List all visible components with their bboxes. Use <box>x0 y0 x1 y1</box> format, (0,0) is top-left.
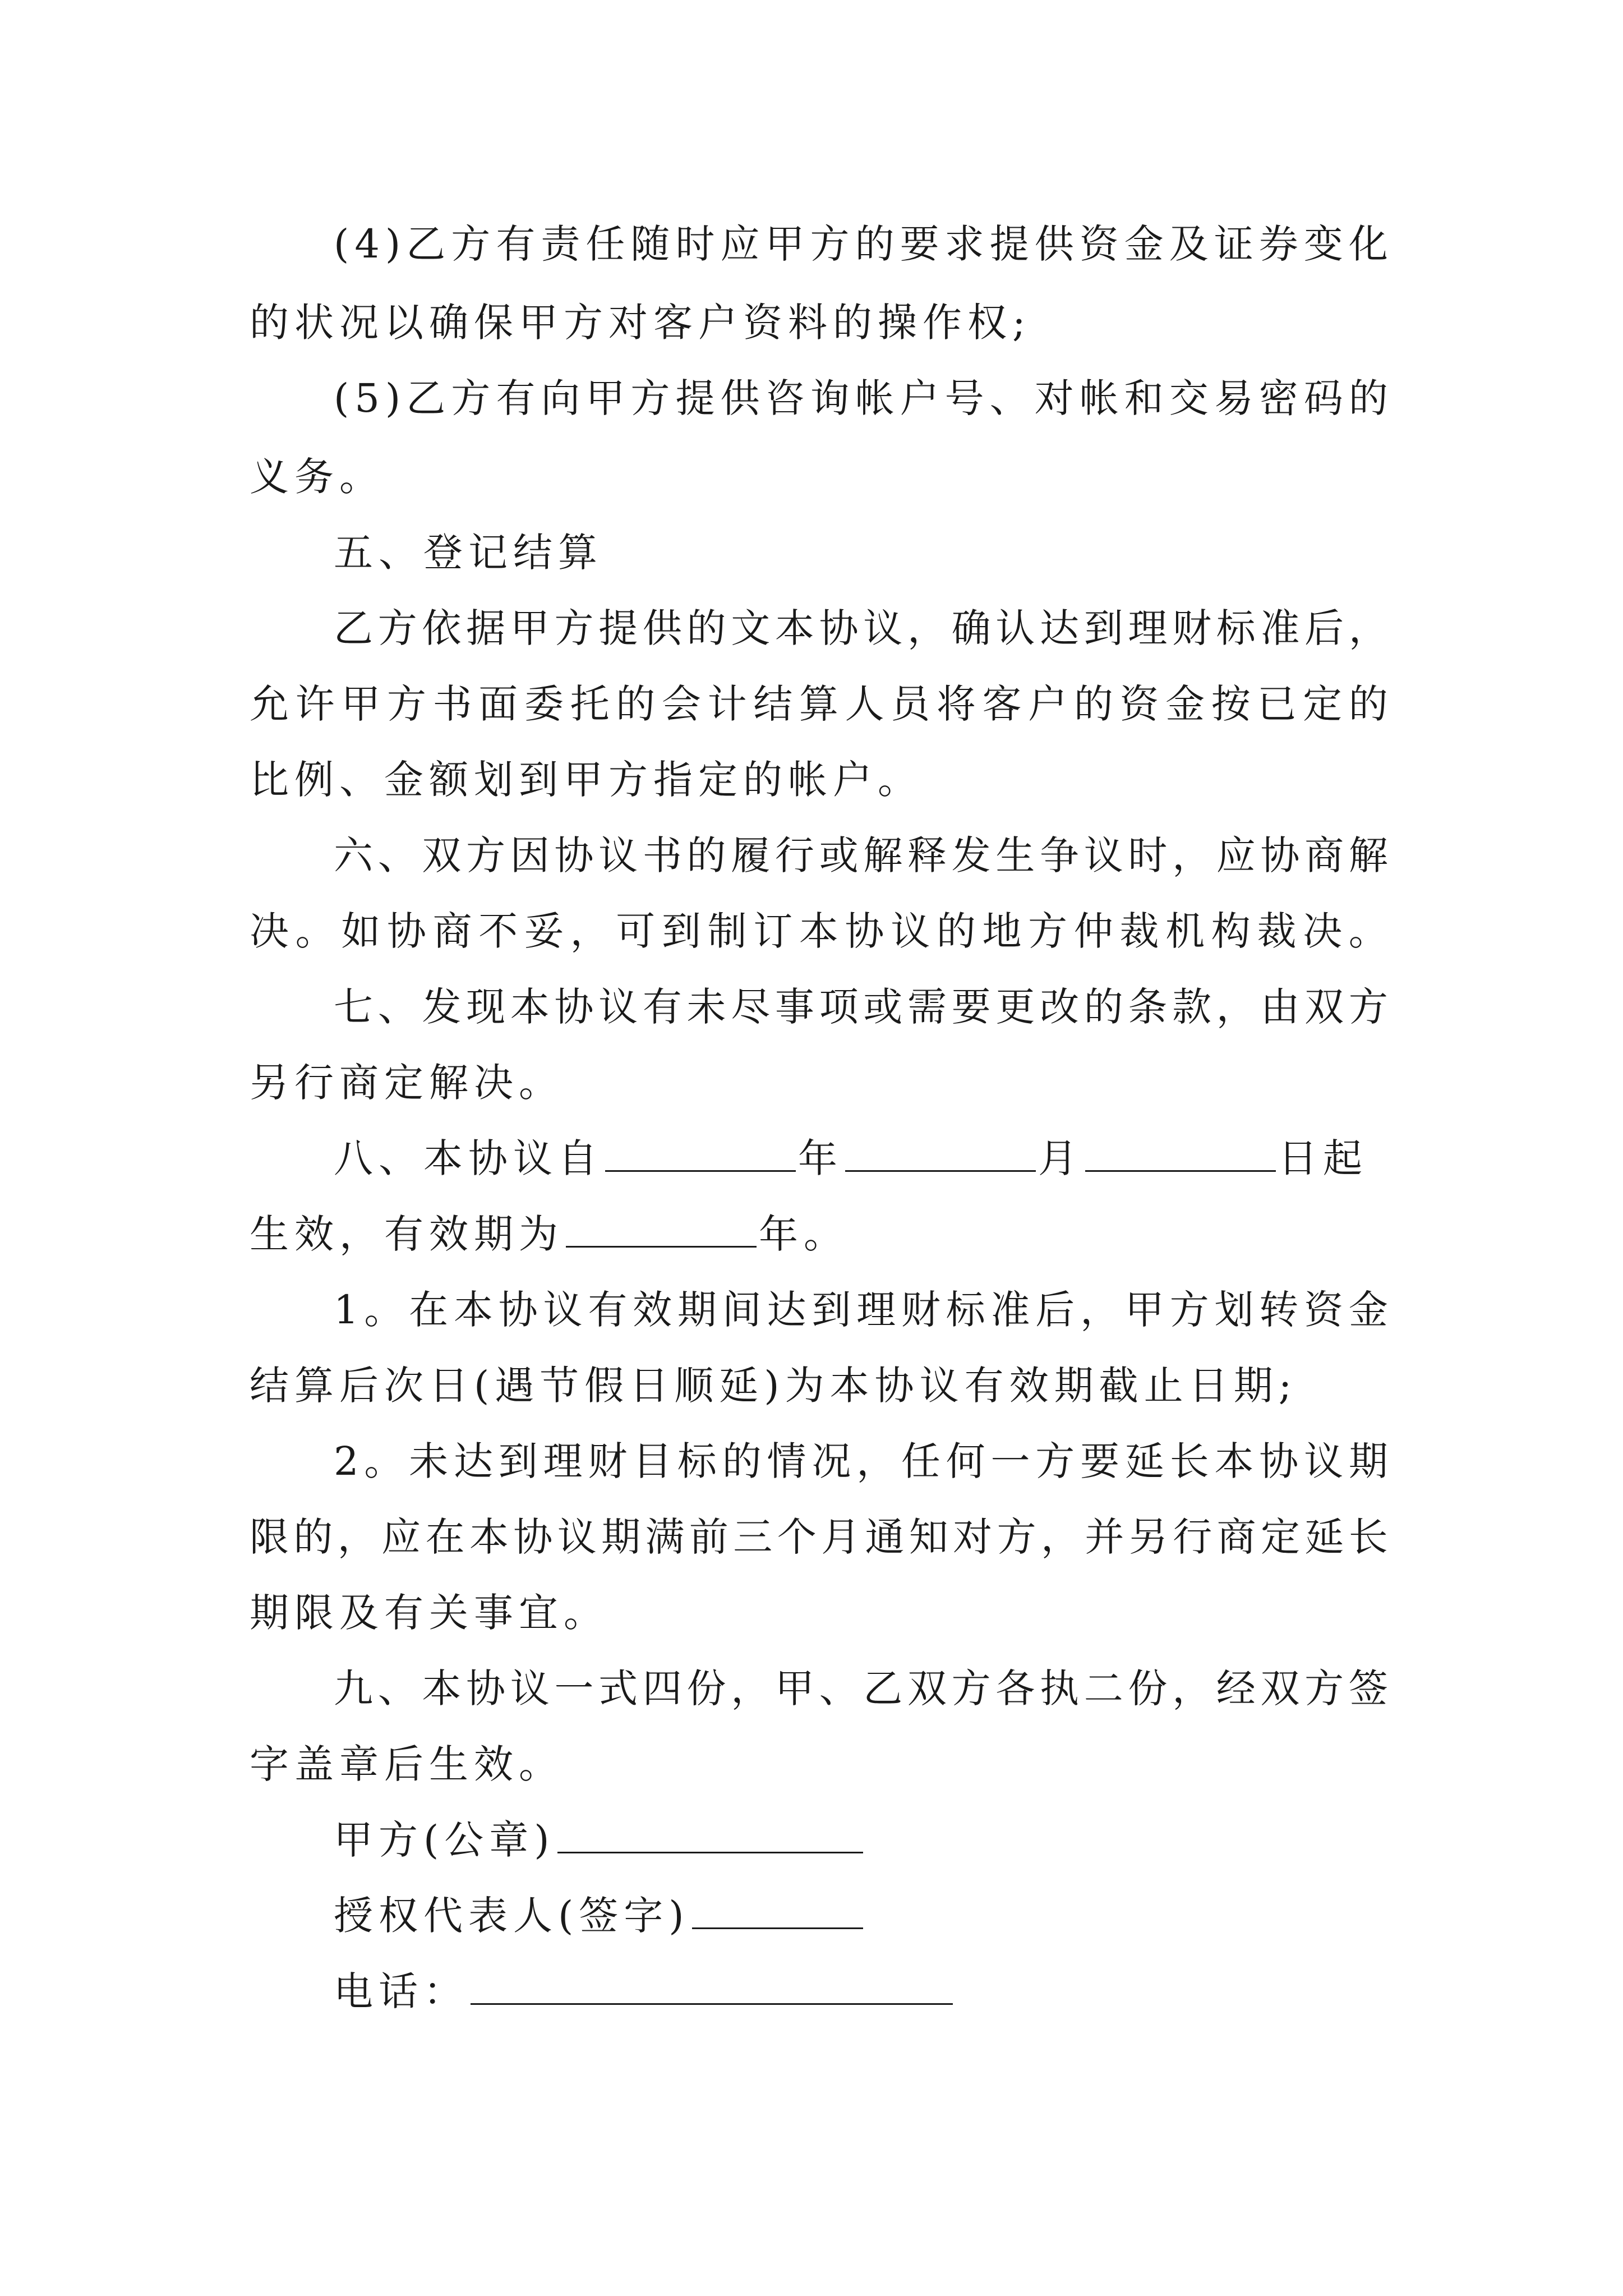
clause-5-line-1: ( 5 ) 乙 方 有 向 甲 方 提 供 咨 询 帐 户 号 、 对 帐 和 交 易 密 码 的 <box>334 375 1388 421</box>
representative-label: 授权代表人(签字) <box>334 1893 690 1939</box>
effective-date-line <box>334 1119 1388 1198</box>
day-label: 日起 <box>1278 1135 1368 1181</box>
supplement-line-1: 七 、 发 现 本 协 议 有 未 尽 事 项 或 需 要 更 改 的 条 款 ， 由 双 方 <box>334 984 1388 1030</box>
representative-signature-blank[interactable] <box>692 1888 863 1929</box>
term-2-line-1: 2 。 未 达 到 理 财 目 标 的 情 况 ， 任 何 一 方 要 延 长 本 协 议 期 <box>334 1438 1388 1484</box>
validity-suffix: 年。 <box>759 1211 849 1257</box>
settlement-line-3: 比例、金额划到甲方指定的帐户。 <box>250 757 923 803</box>
party-a-label: 甲方(公章) <box>334 1817 555 1863</box>
validity-years-blank[interactable] <box>566 1207 757 1248</box>
term-2-line-2: 限 的 ， 应 在 本 协 议 期 满 前 三 个 月 通 知 对 方 ， 并 另 行 商 定 延 长 <box>250 1514 1388 1560</box>
party-a-seal-blank[interactable] <box>557 1812 863 1853</box>
year-label: 年 <box>798 1135 843 1181</box>
phone-line <box>334 1952 1388 2031</box>
clause-4-line-2: 的状况以确保甲方对客户资料的操作权; <box>250 300 1031 346</box>
dispute-line-1: 六 、 双 方 因 协 议 书 的 履 行 或 解 释 发 生 争 议 时 ， 应 协 商 解 <box>334 832 1388 878</box>
term-1-line-1: 1 。 在 本 协 议 有 效 期 间 达 到 理 财 标 准 后 ， 甲 方 划 转 资 金 <box>334 1287 1388 1333</box>
copies-line-1: 九 、 本 协 议 一 式 四 份 ， 甲 、 乙 双 方 各 执 二 份 ， 经 双 方 签 <box>334 1665 1388 1711</box>
day-blank[interactable] <box>1085 1131 1276 1172</box>
dispute-line-2: 决 。 如 协 商 不 妥 ， 可 到 制 订 本 协 议 的 地 方 仲 裁 机 构 裁 决 。 <box>250 908 1388 954</box>
phone-blank[interactable] <box>471 1964 953 2005</box>
effective-prefix: 八、本协议自 <box>334 1135 603 1181</box>
party-a-seal-line <box>334 1801 1388 1879</box>
phone-label: 电话： <box>334 1968 468 2014</box>
clause-4-line-1: ( 4 ) 乙 方 有 责 任 随 时 应 甲 方 的 要 求 提 供 资 金 及 证 券 变 化 <box>334 221 1388 267</box>
settlement-line-1: 乙 方 依 据 甲 方 提 供 的 文 本 协 议 ， 确 认 达 到 理 财 标 准 后 ， <box>334 605 1388 651</box>
settlement-line-2: 允 许 甲 方 书 面 委 托 的 会 计 结 算 人 员 将 客 户 的 资 金 按 已 定 的 <box>250 681 1388 727</box>
term-2-line-3: 期限及有关事宜。 <box>250 1590 608 1636</box>
supplement-line-2: 另行商定解决。 <box>250 1060 564 1106</box>
section-heading-settlement: 五、登记结算 <box>334 530 603 576</box>
validity-period-line <box>250 1195 1388 1273</box>
copies-line-2: 字盖章后生效。 <box>250 1741 564 1787</box>
representative-line <box>334 1876 1388 1955</box>
term-1-line-2: 结算后次日(遇节假日顺延)为本协议有效期截止日期; <box>250 1363 1298 1409</box>
validity-prefix: 生效，有效期为 <box>250 1211 564 1257</box>
year-blank[interactable] <box>605 1131 796 1172</box>
month-blank[interactable] <box>845 1131 1036 1172</box>
month-label: 月 <box>1038 1135 1083 1181</box>
clause-5-line-2: 义务。 <box>250 454 384 500</box>
